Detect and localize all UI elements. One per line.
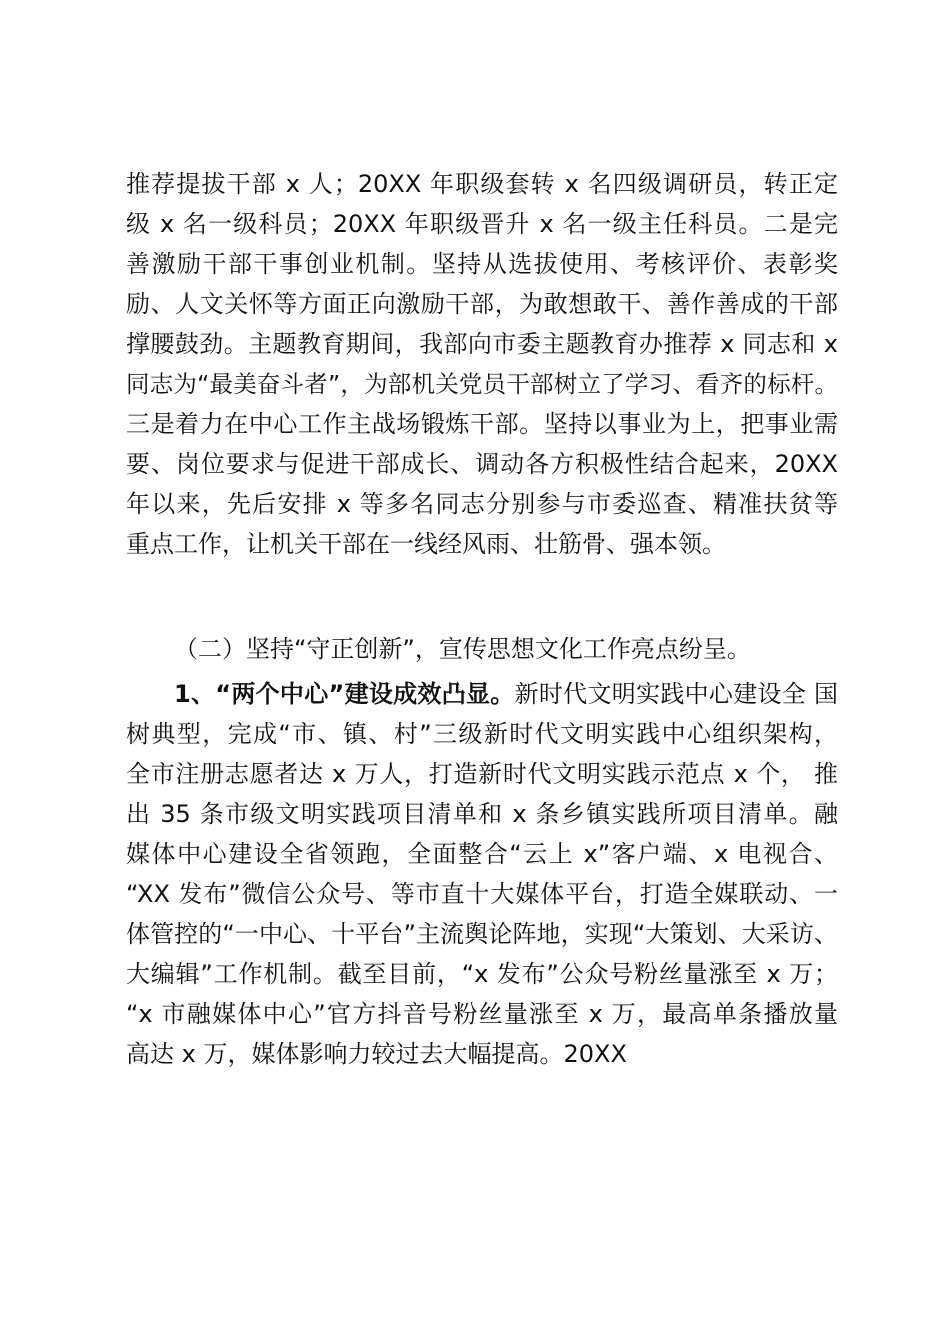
section-heading: （二）坚持“守正创新”，宣传思想文化工作亮点纷呈。 [174, 635, 751, 663]
text-line: 体管控的“一中心、十平台”主流舆论阵地，实现“大策划、大采访、 [126, 920, 838, 948]
text-line: 高达 x 万，媒体影响力较过去大幅提高。20XX [126, 1040, 627, 1068]
item-first-line [126, 674, 838, 714]
section-heading-paragraph [126, 629, 838, 669]
text-line: 全市注册志愿者达 x 万人，打造新时代文明实践示范点 x 个， 推 [126, 760, 838, 788]
item-lead-bold: 1、“两个中心”建设成效凸显。 [174, 680, 515, 708]
text-line: 三是着力在中心工作主战场锻炼干部。坚持以事业为上，把事业需 [126, 410, 838, 438]
text-line: 撑腰鼓劲。主题教育期间，我部向市委主题教育办推荐 x 同志和 x [126, 330, 838, 358]
text-line: 要、岗位要求与促进干部成长、调动各方积极性结合起来，20XX [126, 450, 838, 478]
body-paragraph-two-centers [126, 674, 838, 1074]
text-line: 善激励干部干事创业机制。坚持从选拔使用、考核评价、表彰奖 [126, 250, 838, 278]
text-line: 媒体中心建设全省领跑，全面整合“云上 x”客户端、x 电视合、 [126, 840, 838, 868]
text-line: 重点工作，让机关干部在一线经风雨、壮筋骨、强本领。 [126, 530, 726, 558]
text-line: 出 35 条市级文明实践项目清单和 x 条乡镇实践所项目清单。融 [126, 800, 838, 828]
text-line: “XX 发布”微信公众号、等市直十大媒体平台，打造全媒联动、一 [126, 880, 838, 908]
text-line: 励、人文关怀等方面正向激励干部，为敢想敢干、善作善成的干部 [126, 290, 838, 318]
text-line: 级 x 名一级科员；20XX 年职级晋升 x 名一级主任科员。二是完 [126, 210, 838, 238]
text-line: 树典型，完成“市、镇、村”三级新时代文明实践中心组织架构， [126, 720, 838, 748]
text-line: “x 市融媒体中心”官方抖音号粉丝量涨至 x 万，最高单条播放量 [126, 1000, 838, 1028]
text-line: 推荐提拔干部 x 人；20XX 年职级套转 x 名四级调研员，转正定 [126, 170, 838, 198]
text-line: 大编辑”工作机制。截至目前，“x 发布”公众号粉丝量涨至 x 万； [126, 960, 838, 988]
text-line: 同志为“最美奋斗者”，为部机关党员干部树立了学习、看齐的标杆。 [126, 370, 838, 398]
body-paragraph-cadre-promotion [126, 164, 838, 564]
item-first-line-rest: 新时代文明实践中心建设全 国 [514, 680, 838, 708]
text-line: 年以来，先后安排 x 等多名同志分别参与市委巡查、精准扶贫等 [126, 490, 838, 518]
